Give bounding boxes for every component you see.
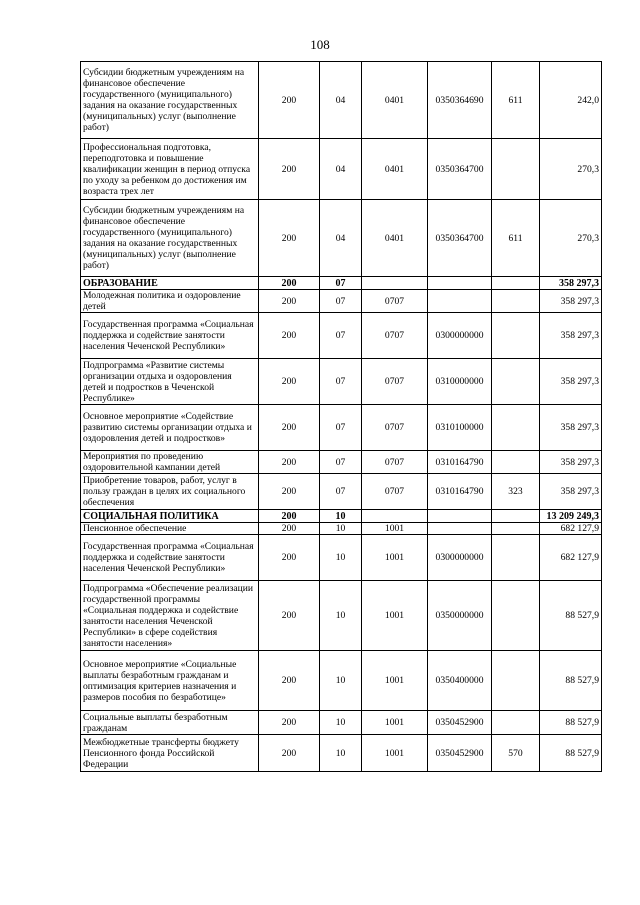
cell-expense-type: 570 xyxy=(492,735,540,772)
cell-section-code: 07 xyxy=(320,277,362,290)
cell-subsection-code: 0707 xyxy=(362,405,428,451)
cell-target-article: 0350000000 xyxy=(428,581,492,651)
table-row xyxy=(81,474,602,510)
cell-admin-code: 200 xyxy=(259,735,320,772)
cell-admin-code: 200 xyxy=(259,581,320,651)
cell-amount: 358 297,3 xyxy=(540,405,602,451)
cell-target-article: 0350400000 xyxy=(428,651,492,711)
cell-subsection-code: 1001 xyxy=(362,535,428,581)
table-body xyxy=(81,62,602,772)
cell-target-article xyxy=(428,290,492,313)
cell-amount: 358 297,3 xyxy=(540,290,602,313)
cell-amount: 682 127,9 xyxy=(540,523,602,535)
cell-row-name: Мероприятия по проведению оздоровительной кампании детей xyxy=(81,451,259,474)
cell-target-article: 0300000000 xyxy=(428,313,492,359)
cell-amount: 358 297,3 xyxy=(540,313,602,359)
cell-section-code: 07 xyxy=(320,474,362,510)
table-row xyxy=(81,313,602,359)
cell-expense-type xyxy=(492,523,540,535)
cell-target-article: 0350452900 xyxy=(428,735,492,772)
cell-amount: 358 297,3 xyxy=(540,474,602,510)
cell-row-name: Пенсионное обеспечение xyxy=(81,523,259,535)
cell-row-name: Государственная программа «Социальная поддержка и содействие занятости населения Чеченской Республики» xyxy=(81,313,259,359)
cell-expense-type xyxy=(492,277,540,290)
cell-section-code: 04 xyxy=(320,62,362,139)
cell-amount: 270,3 xyxy=(540,139,602,200)
cell-row-name: Основное мероприятие «Содействие развитию системы организации отдыха и оздоровления детей и подростков» xyxy=(81,405,259,451)
cell-section-code: 07 xyxy=(320,359,362,405)
cell-admin-code: 200 xyxy=(259,405,320,451)
cell-expense-type xyxy=(492,535,540,581)
cell-subsection-code: 0707 xyxy=(362,290,428,313)
cell-subsection-code: 1001 xyxy=(362,523,428,535)
cell-section-code: 04 xyxy=(320,200,362,277)
cell-admin-code: 200 xyxy=(259,535,320,581)
cell-expense-type xyxy=(492,139,540,200)
cell-admin-code: 200 xyxy=(259,359,320,405)
table-row xyxy=(81,523,602,535)
cell-section-code: 10 xyxy=(320,711,362,735)
table-row xyxy=(81,290,602,313)
cell-row-name: Социальные выплаты безработным гражданам xyxy=(81,711,259,735)
cell-expense-type xyxy=(492,359,540,405)
cell-target-article: 0310164790 xyxy=(428,474,492,510)
table-row xyxy=(81,139,602,200)
cell-target-article xyxy=(428,277,492,290)
cell-subsection-code: 0707 xyxy=(362,359,428,405)
cell-expense-type xyxy=(492,581,540,651)
cell-admin-code: 200 xyxy=(259,277,320,290)
table-row xyxy=(81,735,602,772)
cell-admin-code: 200 xyxy=(259,200,320,277)
cell-target-article: 0310164790 xyxy=(428,451,492,474)
cell-row-name: Подпрограмма «Обеспечение реализации государственной программы «Социальная поддержка и содействие занятости населения Чеченской Республики» в сфере содействия занятости населения» xyxy=(81,581,259,651)
cell-subsection-code: 0707 xyxy=(362,474,428,510)
cell-amount: 88 527,9 xyxy=(540,651,602,711)
page-number: 108 xyxy=(310,37,330,52)
cell-row-name: Государственная программа «Социальная поддержка и содействие занятости населения Чеченской Республики» xyxy=(81,535,259,581)
cell-subsection-code: 0707 xyxy=(362,313,428,359)
cell-expense-type xyxy=(492,711,540,735)
table-row xyxy=(81,62,602,139)
cell-amount: 13 209 249,3 xyxy=(540,510,602,523)
cell-expense-type xyxy=(492,510,540,523)
cell-section-code: 10 xyxy=(320,535,362,581)
cell-row-name: Приобретение товаров, работ, услуг в пользу граждан в целях их социального обеспечения xyxy=(81,474,259,510)
cell-expense-type xyxy=(492,290,540,313)
cell-subsection-code: 0707 xyxy=(362,451,428,474)
table-row xyxy=(81,535,602,581)
cell-row-name: Субсидии бюджетным учреждениям на финансовое обеспечение государственного (муниципального) задания на оказание государственных (муниципальных) услуг (выполнение работ) xyxy=(81,62,259,139)
cell-target-article: 0350364700 xyxy=(428,200,492,277)
cell-admin-code: 200 xyxy=(259,523,320,535)
cell-row-name: СОЦИАЛЬНАЯ ПОЛИТИКА xyxy=(81,510,259,523)
cell-section-code: 07 xyxy=(320,313,362,359)
cell-subsection-code: 1001 xyxy=(362,651,428,711)
table-row xyxy=(81,711,602,735)
table-row xyxy=(81,200,602,277)
cell-expense-type xyxy=(492,451,540,474)
table-row xyxy=(81,451,602,474)
cell-section-code: 10 xyxy=(320,581,362,651)
cell-expense-type: 323 xyxy=(492,474,540,510)
cell-amount: 358 297,3 xyxy=(540,451,602,474)
table-row xyxy=(81,581,602,651)
cell-expense-type xyxy=(492,405,540,451)
cell-target-article: 0350364690 xyxy=(428,62,492,139)
cell-admin-code: 200 xyxy=(259,313,320,359)
cell-target-article xyxy=(428,523,492,535)
cell-subsection-code xyxy=(362,510,428,523)
cell-subsection-code xyxy=(362,277,428,290)
budget-table xyxy=(80,61,602,772)
cell-expense-type xyxy=(492,313,540,359)
cell-row-name: ОБРАЗОВАНИЕ xyxy=(81,277,259,290)
cell-amount: 88 527,9 xyxy=(540,735,602,772)
cell-admin-code: 200 xyxy=(259,290,320,313)
cell-amount: 358 297,3 xyxy=(540,359,602,405)
cell-admin-code: 200 xyxy=(259,139,320,200)
cell-amount: 270,3 xyxy=(540,200,602,277)
cell-target-article: 0300000000 xyxy=(428,535,492,581)
cell-admin-code: 200 xyxy=(259,510,320,523)
cell-subsection-code: 0401 xyxy=(362,200,428,277)
cell-row-name: Межбюджетные трансферты бюджету Пенсионного фонда Российской Федерации xyxy=(81,735,259,772)
cell-subsection-code: 1001 xyxy=(362,581,428,651)
cell-expense-type: 611 xyxy=(492,200,540,277)
cell-section-code: 10 xyxy=(320,523,362,535)
cell-admin-code: 200 xyxy=(259,474,320,510)
cell-subsection-code: 1001 xyxy=(362,735,428,772)
cell-admin-code: 200 xyxy=(259,651,320,711)
cell-row-name: Подпрограмма «Развитие системы организации отдыха и оздоровления детей и подростков в Чеченской Республике» xyxy=(81,359,259,405)
cell-row-name: Молодежная политика и оздоровление детей xyxy=(81,290,259,313)
cell-section-code: 07 xyxy=(320,451,362,474)
cell-section-code: 04 xyxy=(320,139,362,200)
cell-subsection-code: 1001 xyxy=(362,711,428,735)
cell-amount: 682 127,9 xyxy=(540,535,602,581)
table-row xyxy=(81,510,602,523)
cell-target-article: 0350452900 xyxy=(428,711,492,735)
cell-target-article: 0310100000 xyxy=(428,405,492,451)
cell-admin-code: 200 xyxy=(259,62,320,139)
cell-amount: 358 297,3 xyxy=(540,277,602,290)
cell-row-name: Субсидии бюджетным учреждениям на финансовое обеспечение государственного (муниципального) задания на оказание государственных (муниципальных) услуг (выполнение работ) xyxy=(81,200,259,277)
cell-row-name: Основное мероприятие «Социальные выплаты безработным гражданам и оптимизация критериев назначения и размеров пособия по безработице» xyxy=(81,651,259,711)
cell-amount: 88 527,9 xyxy=(540,711,602,735)
table-row xyxy=(81,651,602,711)
cell-expense-type xyxy=(492,651,540,711)
cell-target-article xyxy=(428,510,492,523)
table-row xyxy=(81,277,602,290)
cell-section-code: 07 xyxy=(320,405,362,451)
cell-admin-code: 200 xyxy=(259,711,320,735)
cell-target-article: 0310000000 xyxy=(428,359,492,405)
cell-amount: 88 527,9 xyxy=(540,581,602,651)
cell-amount: 242,0 xyxy=(540,62,602,139)
cell-section-code: 10 xyxy=(320,510,362,523)
table-row xyxy=(81,405,602,451)
table-row xyxy=(81,359,602,405)
cell-section-code: 07 xyxy=(320,290,362,313)
cell-target-article: 0350364700 xyxy=(428,139,492,200)
cell-subsection-code: 0401 xyxy=(362,62,428,139)
cell-expense-type: 611 xyxy=(492,62,540,139)
cell-subsection-code: 0401 xyxy=(362,139,428,200)
cell-section-code: 10 xyxy=(320,735,362,772)
cell-section-code: 10 xyxy=(320,651,362,711)
cell-admin-code: 200 xyxy=(259,451,320,474)
cell-row-name: Профессиональная подготовка, переподготовка и повышение квалификации женщин в период отпуска по уходу за ребенком до достижения им возраста трех лет xyxy=(81,139,259,200)
